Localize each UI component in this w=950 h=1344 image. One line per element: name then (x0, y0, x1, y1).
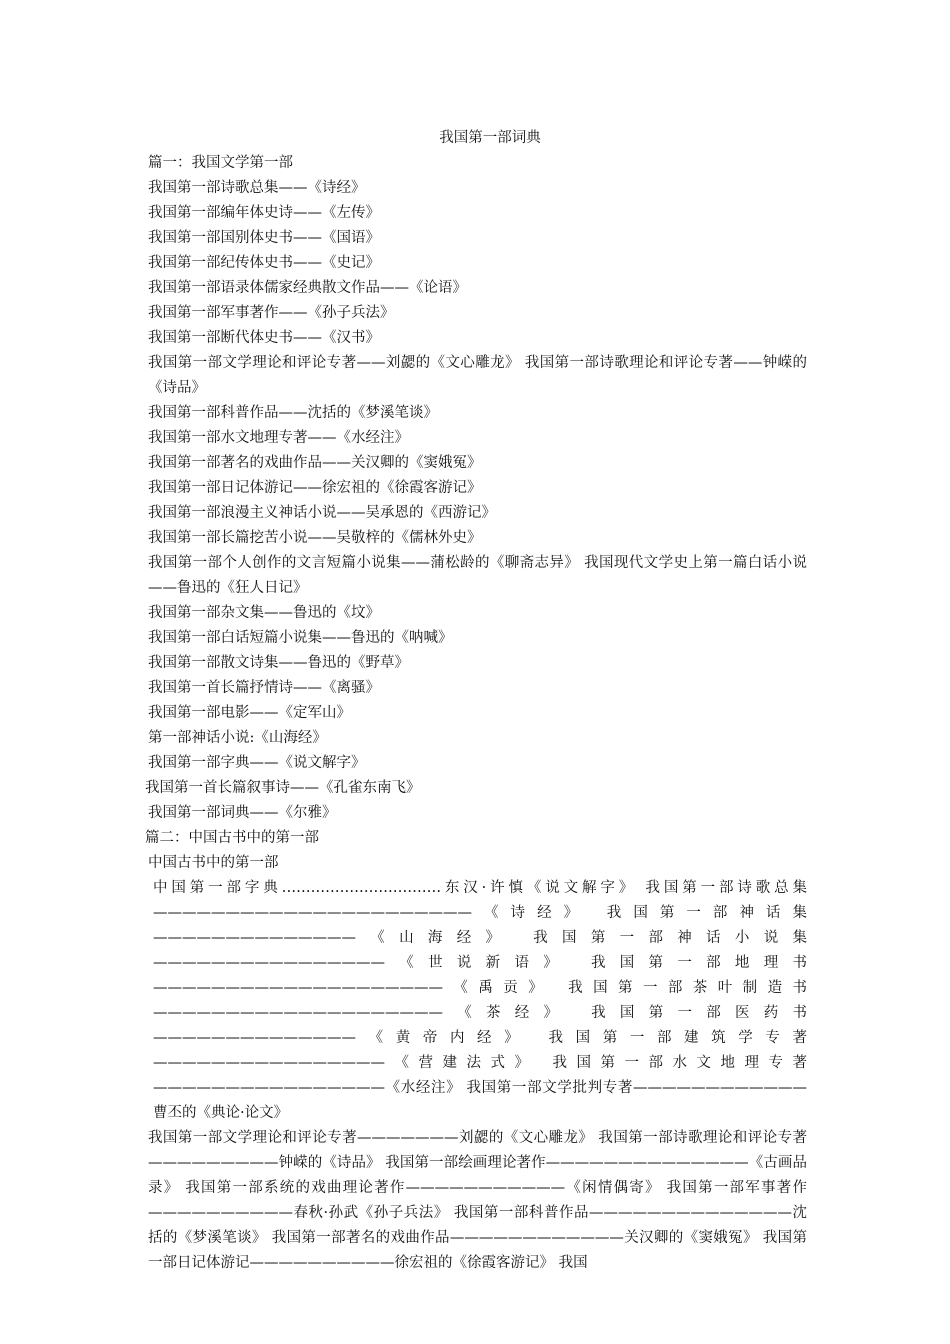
list-item: 我国第一部诗歌总集——《诗经》 (148, 180, 366, 196)
paragraph: 我国第一部个人创作的文言短篇小说集——蒲松龄的《聊斋志异》 我国现代文学史上第一篇白话小说 ——鲁迅的《狂人日记》 (148, 555, 807, 596)
list-item: 我国第一部电影——《定军山》 (148, 705, 351, 721)
document-title: 我国第一部词典 (439, 130, 541, 146)
list-item: 我国第一部散文诗集——鲁迅的《野草》 (148, 655, 409, 671)
section-heading-part2: 篇二：中国古书中的第一部 (145, 830, 319, 846)
paragraph: 我国第一部文学理论和评论专著———————刘勰的《文心雕龙》 我国第一部诗歌理论和评论专著—————————钟嵘的《诗品》 我国第一部绘画理论著作——————————————《古画品录》 我国第一部系统的戏曲理论著作———————————《闲情偶寄》 我国第一部军事著作——————————春秋·孙武《孙子兵法》 我国第一部科普作品——————————————沈括的《梦溪笔谈》 我国第一部著名的戏曲作品————————————关汉卿的《窦娥冤》 我国第一部日记体游记——————————徐宏祖的《徐霞客游记》 我国 (148, 1130, 807, 1271)
list-item: 我国第一部白话短篇小说集——鲁迅的《呐喊》 (148, 630, 453, 646)
list-item: 第一部神话小说:《山海经》 (148, 730, 327, 746)
list-item: 我国第一部长篇挖苦小说——吴敬梓的《儒林外史》 (148, 530, 482, 546)
list-item: 我国第一部编年体史诗——《左传》 (148, 205, 380, 221)
list-item: 我国第一部纪传体史书——《史记》 (148, 255, 380, 271)
paragraph: 我国第一部文学理论和评论专著——刘勰的《文心雕龙》 我国第一部诗歌理论和评论专著——钟嵘的《诗品》 (148, 355, 807, 396)
list-item: 我国第一部语录体儒家经典散文作品——《论语》 (148, 280, 467, 296)
paragraph: 中国第一部字典……………………………东汉·许慎《说文解字》 我国第一部诗歌总集——————————————————————《诗经》 我国第一部神话集——————————————《山海经》 我国第一部神话小说集————————————————《世说新语》 我国第一部地理书————————————————————《禹贡》 我国第一部茶叶制造书————————————————————《茶经》 我国第一部医药书——————————————《黄帝内经》 我国第一部建筑学专著————————————————《营建法式》 我国第一部水文地理专著————————————————《水经注》 我国第一部文学批判专著————————————曹丕的《典论·论文》 (153, 880, 807, 1121)
list-item: 我国第一部日记体游记——徐宏祖的《徐霞客游记》 (148, 480, 482, 496)
list-item: 我国第一部断代体史书——《汉书》 (148, 330, 380, 346)
list-item: 我国第一首长篇叙事诗——《孔雀东南飞》 (145, 780, 421, 796)
document-page (145, 126, 807, 1276)
list-item: 我国第一部著名的戏曲作品——关汉卿的《窦娥冤》 (148, 455, 482, 471)
list-item: 我国第一部字典——《说文解字》 (148, 755, 366, 771)
list-item: 我国第一首长篇抒情诗——《离骚》 (148, 680, 380, 696)
section-heading-part1: 篇一：我国文学第一部 (148, 155, 293, 171)
list-item: 我国第一部词典——《尔雅》 (148, 805, 337, 821)
subheading: 中国古书中的第一部 (148, 855, 279, 871)
list-item: 我国第一部杂文集——鲁迅的《坟》 (148, 605, 380, 621)
list-item: 我国第一部国别体史书——《国语》 (148, 230, 380, 246)
list-item: 我国第一部水文地理专著——《水经注》 (148, 430, 409, 446)
list-item: 我国第一部科普作品——沈括的《梦溪笔谈》 (148, 405, 438, 421)
list-item: 我国第一部军事著作——《孙子兵法》 (148, 305, 395, 321)
list-item: 我国第一部浪漫主义神话小说——吴承恩的《西游记》 (148, 505, 496, 521)
